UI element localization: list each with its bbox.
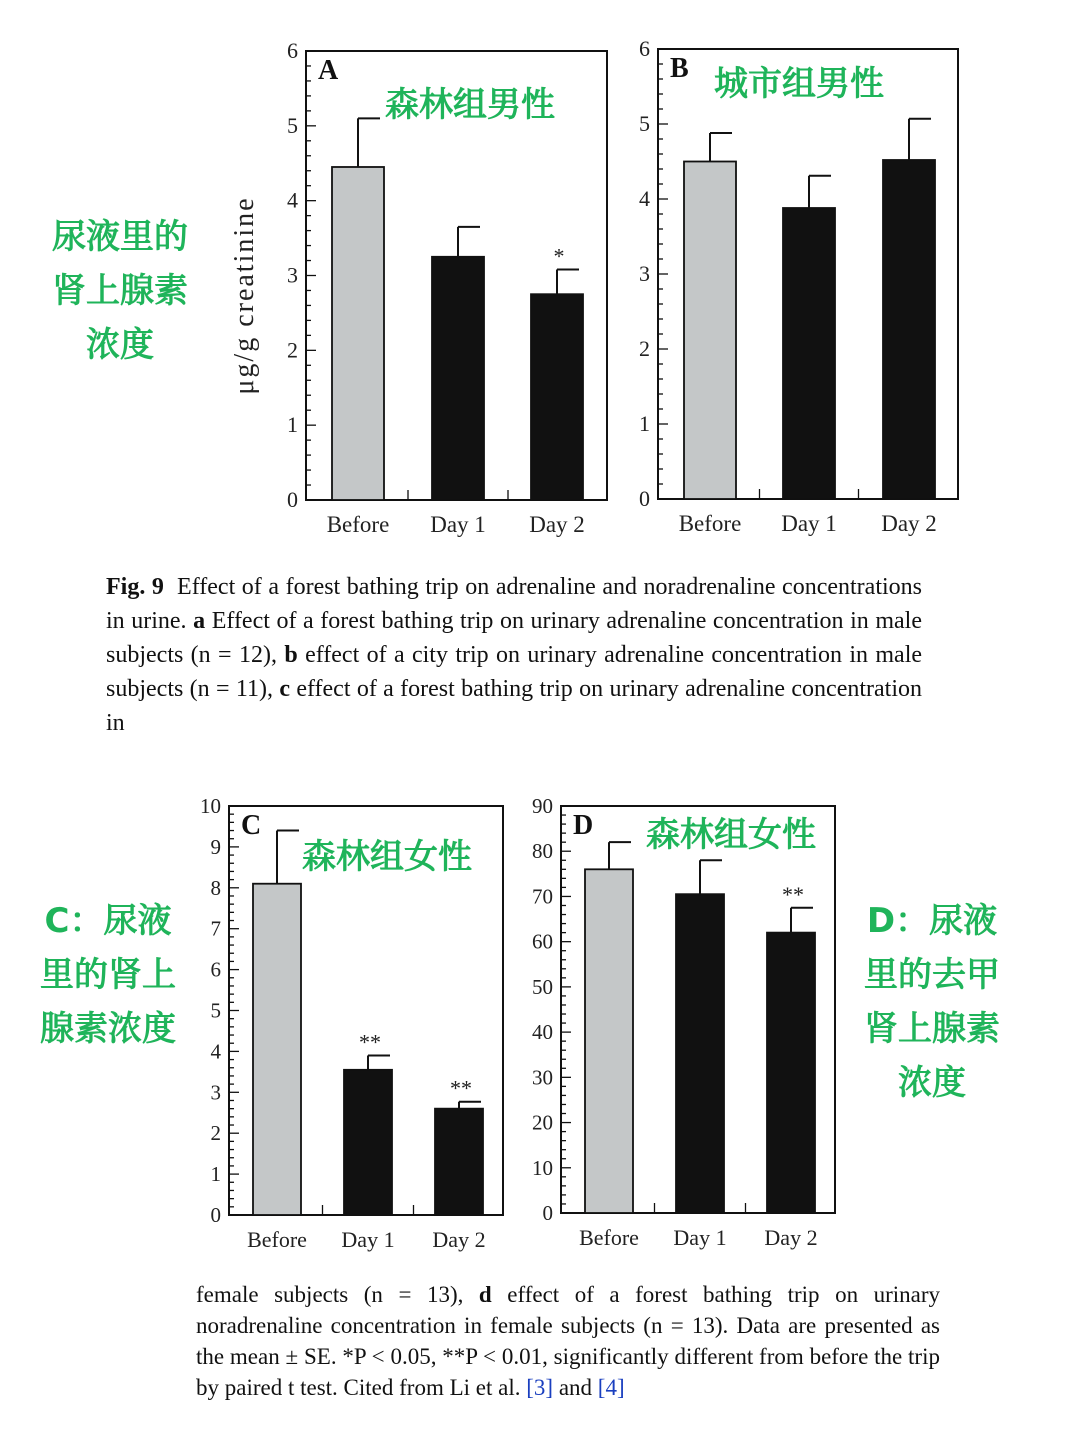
x-tick-label: Day 2 — [432, 1227, 486, 1252]
y-tick-label: 7 — [210, 916, 221, 941]
y-tick-label: 6 — [287, 38, 298, 63]
y-tick-label: 3 — [287, 262, 298, 288]
panel-b — [639, 36, 958, 536]
caption-panel-label: a — [193, 608, 206, 634]
y-tick-label: 1 — [639, 411, 650, 436]
annotation-left-bottom — [28, 894, 188, 1056]
x-tick-label: Day 2 — [881, 511, 937, 536]
figure-caption-top — [106, 570, 922, 740]
panel-letter: C — [241, 810, 262, 841]
x-tick-label: Day 1 — [673, 1225, 727, 1250]
panel-d — [532, 794, 835, 1250]
annotation-line: 浓度 — [86, 325, 154, 365]
y-tick-label: 6 — [639, 36, 650, 61]
annotation-line: 里的去甲 — [864, 955, 1000, 995]
y-tick-label: 4 — [639, 186, 650, 211]
significance-marker: ** — [450, 1075, 472, 1101]
annotation-line: 肾上腺素 — [52, 271, 188, 311]
y-tick-label: 6 — [210, 957, 221, 982]
y-tick-label: 70 — [532, 884, 553, 909]
annotation-left-top — [40, 210, 200, 372]
annotation-line: 浓度 — [898, 1063, 966, 1103]
x-tick-label: Before — [247, 1227, 307, 1252]
bar — [676, 894, 724, 1213]
bar — [332, 167, 384, 500]
bar — [585, 869, 633, 1213]
annotation-line: 尿液里的 — [52, 217, 188, 257]
annotation-panel-c: 森林组女性 — [302, 837, 472, 877]
x-tick-label: Before — [678, 511, 742, 536]
y-tick-label: 50 — [532, 974, 553, 999]
annotation-line: 腺素浓度 — [40, 1009, 176, 1049]
caption-text: and — [558, 1375, 593, 1400]
y-tick-label: 1 — [287, 412, 298, 438]
x-tick-label: Day 2 — [529, 512, 585, 537]
caption-panel-label: c — [279, 676, 290, 702]
y-tick-label: 5 — [210, 998, 221, 1023]
bar — [531, 294, 583, 500]
y-tick-label: 60 — [532, 929, 553, 954]
annotation-line: C：尿液 — [44, 901, 172, 941]
bar — [344, 1070, 392, 1215]
y-tick-label: 8 — [210, 875, 221, 900]
annotation-panel-d: 森林组女性 — [646, 815, 816, 855]
y-tick-label: 0 — [639, 486, 650, 511]
significance-marker: ** — [359, 1029, 381, 1055]
y-tick-label: 1 — [210, 1162, 221, 1187]
annotation-panel-a: 森林组男性 — [385, 85, 555, 125]
y-tick-label: 2 — [210, 1121, 221, 1146]
x-tick-label: Day 2 — [764, 1225, 818, 1250]
y-tick-label: 3 — [639, 261, 650, 286]
y-tick-label: 0 — [287, 487, 298, 512]
panel-letter: D — [573, 810, 594, 841]
y-tick-label: 30 — [532, 1065, 553, 1090]
y-tick-label: 2 — [287, 337, 298, 363]
caption-text: female subjects (n = 13), — [196, 1282, 464, 1307]
panel-letter: A — [318, 55, 339, 86]
caption-panel-label: b — [284, 642, 298, 668]
y-tick-label: 20 — [532, 1110, 553, 1135]
y-tick-label: 5 — [639, 111, 650, 136]
x-tick-label: Before — [579, 1225, 639, 1250]
bar — [435, 1109, 483, 1215]
y-tick-label: 5 — [287, 112, 298, 138]
bar — [253, 884, 301, 1215]
bar — [767, 933, 815, 1213]
caption-text: Effect of a forest bathing trip on adrenaline and noradrenaline concentrations in urine. — [106, 574, 922, 634]
y-tick-label: 80 — [532, 839, 553, 864]
y-tick-label: 0 — [542, 1201, 553, 1225]
bar — [432, 257, 484, 500]
x-tick-label: Day 1 — [781, 511, 837, 536]
bar — [883, 160, 935, 499]
y-tick-label: 10 — [200, 794, 221, 818]
reference-link[interactable]: [3] — [526, 1375, 554, 1400]
bar — [684, 162, 736, 500]
x-tick-label: Day 1 — [341, 1227, 395, 1252]
caption-text: Effect of a forest bathing trip on urinary adrenaline concentration in male subjects (n = 12), — [106, 608, 922, 668]
caption-panel-label: d — [478, 1282, 492, 1307]
y-tick-label: 4 — [287, 187, 298, 213]
annotation-line: 里的肾上 — [40, 955, 176, 995]
y-axis-label: μg/g creatinine — [229, 196, 260, 395]
reference-link[interactable]: [4] — [597, 1375, 625, 1400]
caption-text: effect of a forest bathing trip on urinary adrenaline concentration in — [106, 676, 922, 736]
annotation-panel-b: 城市组男性 — [714, 64, 884, 104]
y-tick-label: 10 — [532, 1155, 553, 1180]
y-tick-label: 9 — [210, 834, 221, 859]
annotation-line: D：尿液 — [866, 901, 998, 941]
y-tick-label: 3 — [210, 1080, 221, 1105]
caption-text: effect of a forest bathing trip on urinary noradrenaline concentration in female subjects (n = 13). Data are presented as the mean ± SE. *P < 0.05, **P < 0.01, significantly different from before the trip by paired t test. Cited from Li et al. — [196, 1282, 941, 1400]
significance-marker: * — [553, 243, 565, 269]
y-tick-label: 2 — [639, 336, 650, 361]
y-tick-label: 0 — [210, 1203, 221, 1227]
y-tick-label: 90 — [532, 794, 553, 818]
fig-label: Fig. 9 — [106, 574, 164, 600]
caption-text: effect of a city trip on urinary adrenaline concentration in male subjects (n = 11), — [106, 642, 923, 702]
y-tick-label: 40 — [532, 1020, 553, 1045]
significance-marker: ** — [782, 881, 804, 907]
annotation-line: 肾上腺素 — [864, 1009, 1000, 1049]
panel-letter: B — [670, 53, 689, 84]
x-tick-label: Day 1 — [430, 512, 486, 537]
figure-caption-bottom — [196, 1279, 940, 1403]
y-tick-label: 4 — [210, 1039, 221, 1064]
bar — [783, 208, 835, 499]
x-tick-label: Before — [326, 512, 390, 537]
annotation-right-bottom — [852, 894, 1012, 1110]
